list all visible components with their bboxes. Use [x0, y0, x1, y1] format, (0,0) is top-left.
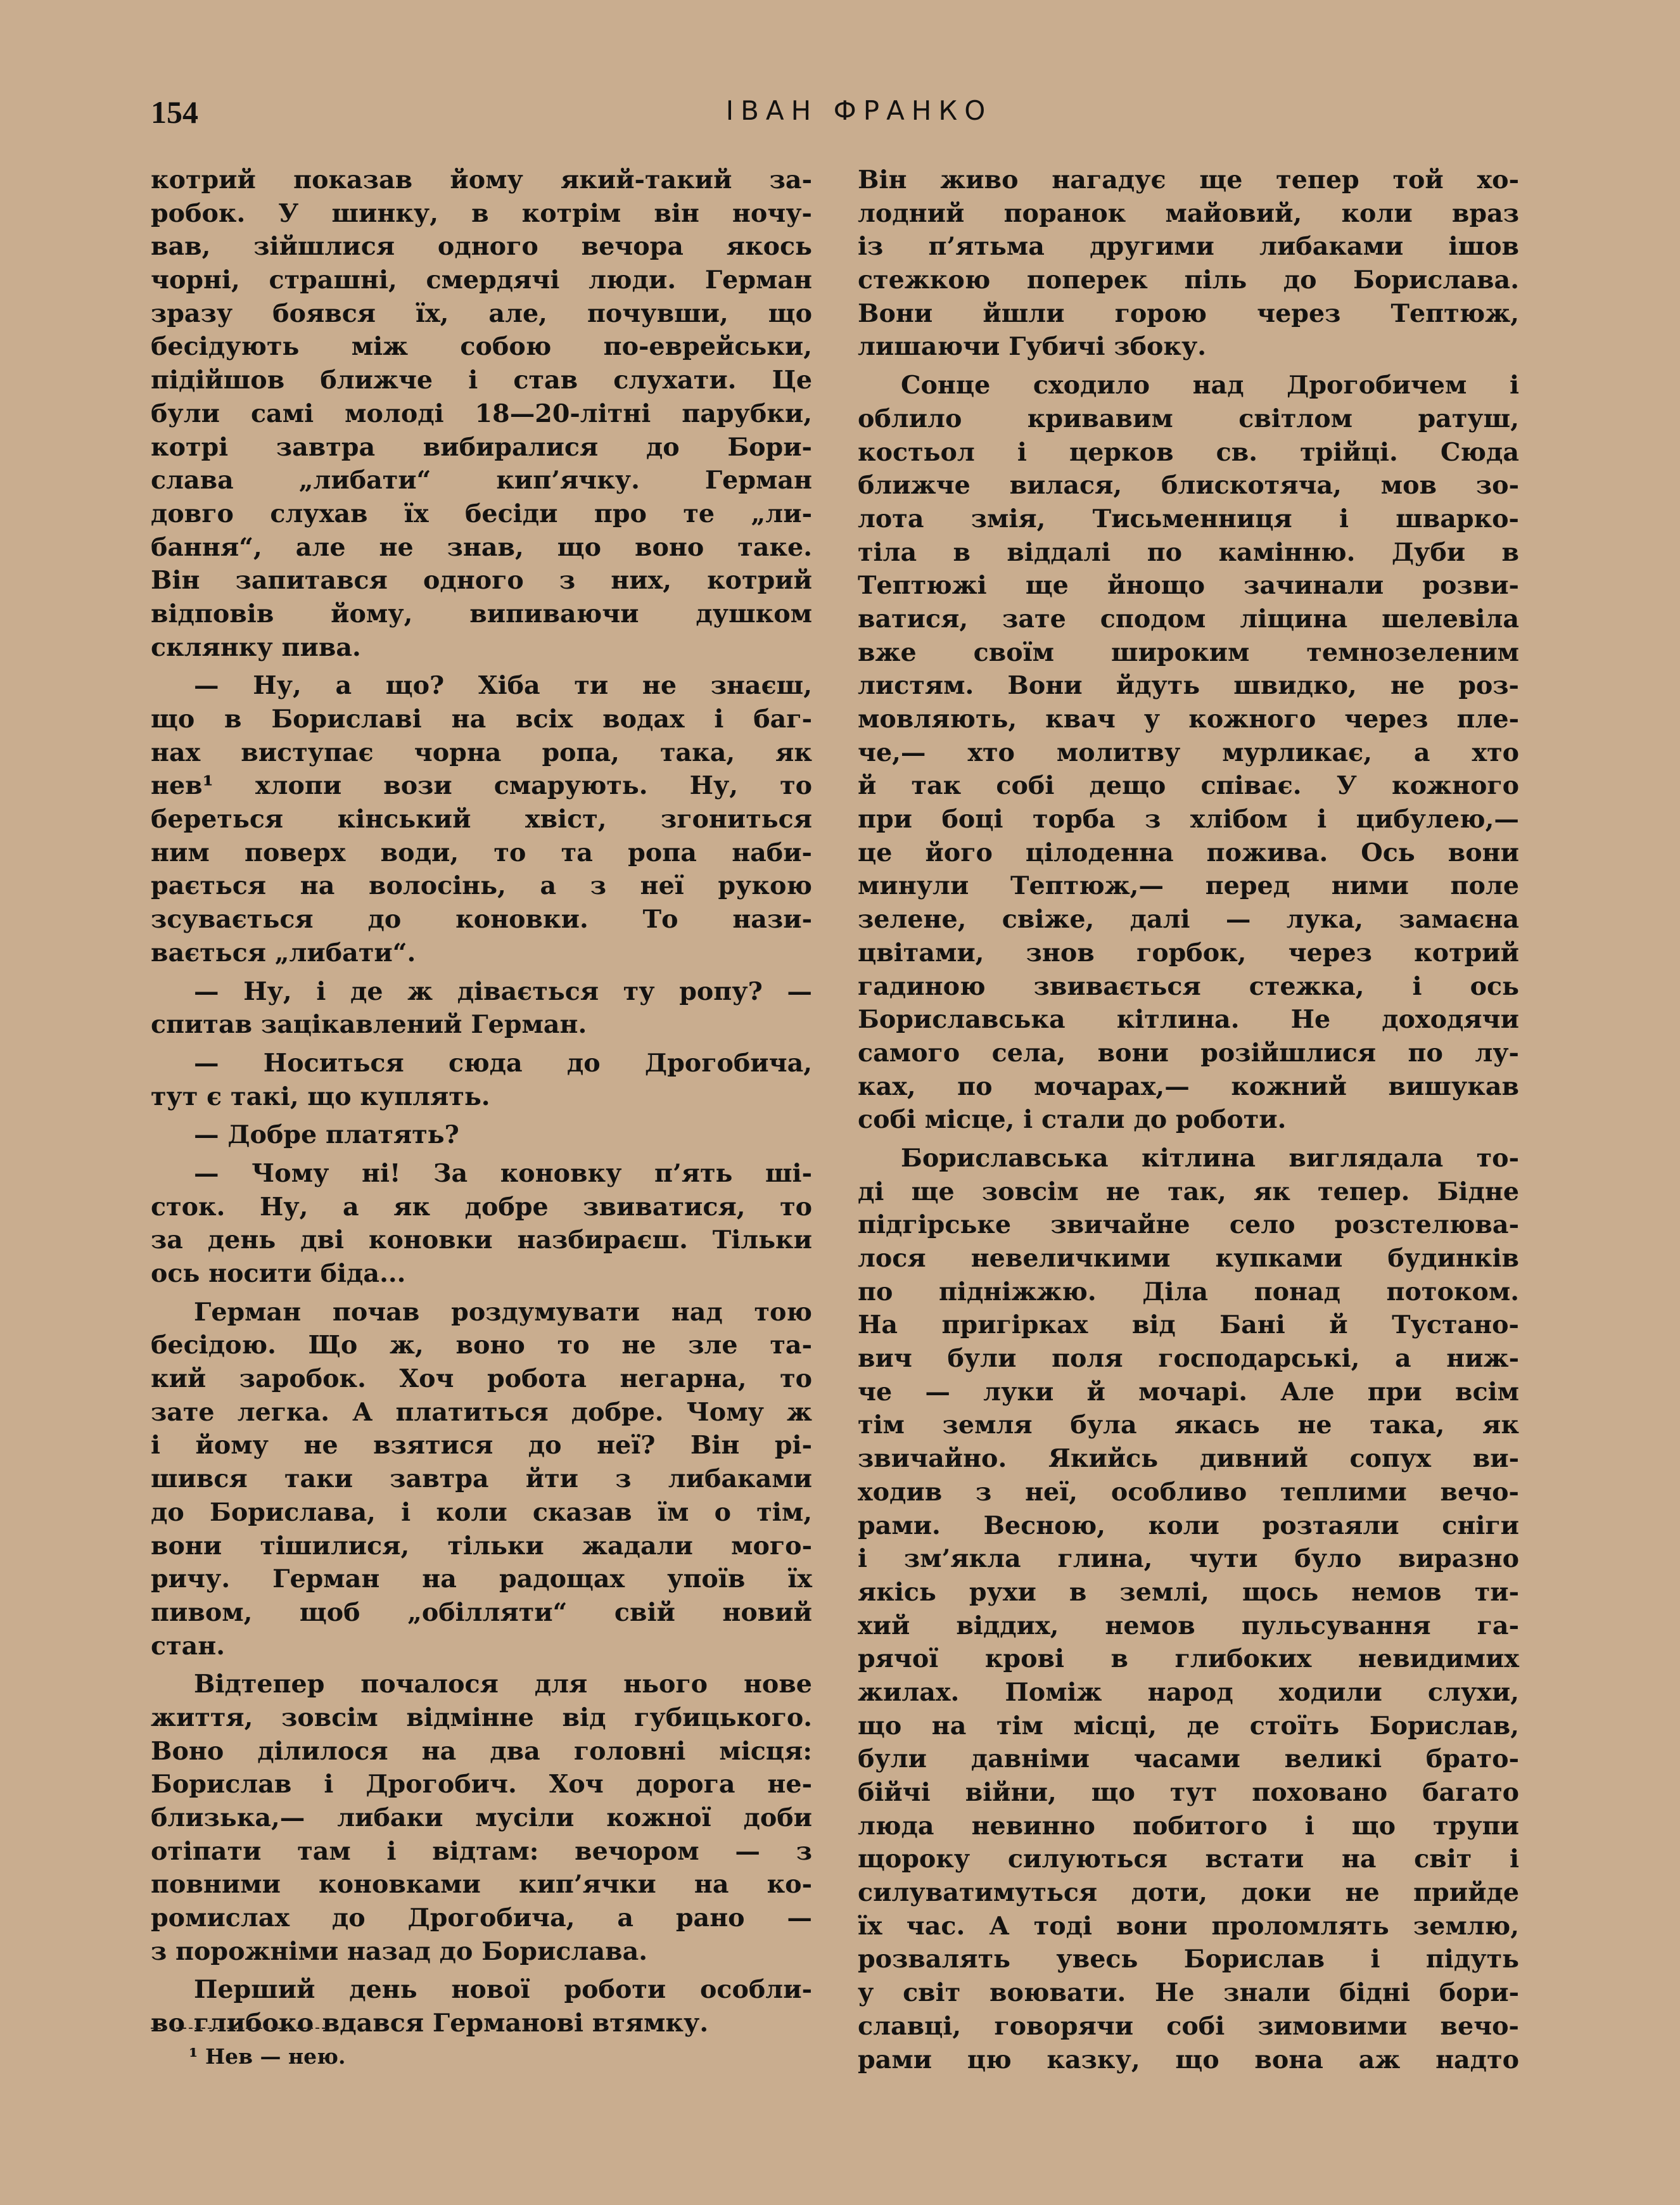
text-line: були давніми часами великі брато- — [858, 1744, 1519, 1774]
text-line: Борислав і Дрогобич. Хоч дорога не- — [151, 1770, 812, 1799]
text-line: — Ну, а що? Хіба ти не знаєш, — [194, 671, 812, 701]
text-line: зсувається до коновки. То нази- — [151, 905, 812, 935]
text-line: рами. Весною, коли розтаяли сніги — [858, 1511, 1519, 1540]
text-line: котрі завтра вибиралися до Бори- — [151, 432, 812, 462]
text-line: стан. — [151, 1631, 226, 1661]
text-line: вич були поля господарські, а ниж- — [858, 1344, 1519, 1374]
text-line: звичайно. Якийсь дивний сопух ви- — [858, 1444, 1519, 1474]
text-line: костьол і церков св. трійці. Сюда — [858, 437, 1519, 467]
text-line: Він запитався одного з них, котрий — [151, 566, 812, 596]
text-line: вається „либати“. — [151, 938, 416, 968]
text-line: що в Бориславі на всіх водах і баг- — [151, 705, 812, 734]
text-line: із п’ятьма другими либаками ішов — [858, 232, 1519, 262]
text-line: стежкою поперек піль до Борислава. — [858, 265, 1519, 295]
text-line: славці, говорячи собі зимовими вечо- — [858, 2011, 1519, 2041]
text-line: рається на волосінь, а з неї рукою — [151, 871, 812, 901]
text-line: при боці торба з хлібом і цибулею,— — [858, 805, 1519, 834]
text-line: че,— хто молитву мурликає, а хто — [858, 738, 1519, 767]
footnote-rule — [151, 2028, 326, 2029]
text-line: слава „либати“ кип’ячку. Герман — [151, 466, 812, 495]
text-line: — Добре платять? — [194, 1120, 459, 1150]
text-line: робок. У шинку, в котрім він ночу- — [151, 198, 812, 228]
text-column-left — [151, 163, 812, 2040]
text-line: Тептюжі ще йнощо зачинали розви- — [858, 571, 1519, 601]
text-line: вже своїм широким темнозеленим — [858, 637, 1519, 667]
text-line: тут є такі, що куплять. — [151, 1082, 490, 1111]
text-line: по підніжжю. Діла понад потоком. — [858, 1277, 1519, 1307]
text-line: Воно ділилося на два головні місця: — [151, 1736, 812, 1766]
text-line: Сонце сходило над Дрогобичем і — [901, 371, 1519, 400]
text-line: шився таки завтра йти з либаками — [151, 1464, 812, 1494]
text-line: минули Тептюж,— перед ними поле — [858, 871, 1519, 901]
text-line: Він живо нагадує ще тепер той хо- — [858, 165, 1519, 195]
text-line: Бориславська кітлина. Не доходячи — [858, 1005, 1519, 1035]
text-line: якісь рухи в землі, щось немов ти- — [858, 1577, 1519, 1607]
text-line: ді ще зовсім не так, як тепер. Бідне — [858, 1177, 1519, 1206]
text-column-right — [858, 163, 1519, 2076]
text-line: тім земля була якась не така, як — [858, 1410, 1519, 1440]
page-number: 154 — [151, 94, 198, 130]
text-line: самого села, вони розійшлися по лу- — [858, 1038, 1519, 1068]
text-line: Герман почав роздумувати над тою — [194, 1297, 812, 1327]
text-line: котрий показав йому який-такий за- — [151, 165, 812, 195]
text-line: листям. Вони йдуть швидко, не роз- — [858, 671, 1519, 701]
text-line: цвітами, знов горбок, через котрий — [858, 938, 1519, 968]
text-line: розвалять увесь Борислав і підуть — [858, 1945, 1519, 1974]
text-line: жилах. Поміж народ ходили слухи, — [858, 1677, 1519, 1707]
text-line: нах виступає чорна ропа, така, як — [151, 738, 812, 767]
text-line: з порожніми назад до Борислава. — [151, 1936, 648, 1966]
text-line: ближче вилася, блискотяча, мов зо- — [858, 471, 1519, 501]
text-line: ним поверх води, то та ропа наби- — [151, 838, 812, 867]
text-line: спитав зацікавлений Герман. — [151, 1010, 587, 1040]
text-line: ходив з неї, особливо теплими вечо- — [858, 1477, 1519, 1507]
text-line: лодний поранок майовий, коли враз — [858, 198, 1519, 228]
text-line: ках, по мочарах,— кожний вишукав — [858, 1071, 1519, 1101]
text-line: — Носиться сюда до Дрогобича, — [194, 1048, 812, 1078]
text-line: отіпати там і відтам: вечором — з — [151, 1836, 812, 1866]
text-line: бійчі війни, що тут поховано багато — [858, 1778, 1519, 1807]
text-line: чорні, страшні, смердячі люди. Герман — [151, 265, 812, 295]
text-line: за день дві коновки назбираєш. Тільки — [151, 1225, 812, 1255]
text-line: відповів йому, випиваючи душком — [151, 599, 812, 629]
text-line: щороку силуються встати на світ і — [858, 1844, 1519, 1874]
text-line: склянку пива. — [151, 632, 361, 662]
text-line: — Ну, і де ж дівається ту ропу? — — [194, 976, 812, 1006]
running-head: ІВАН ФРАНКО — [725, 95, 993, 126]
text-line: облило кривавим світлом ратуш, — [858, 404, 1519, 433]
text-line: життя, зовсім відмінне від губицького. — [151, 1703, 812, 1732]
text-line: близька,— либаки мусіли кожної доби — [151, 1803, 812, 1832]
text-line: ось носити біда... — [151, 1259, 406, 1288]
text-line: ричу. Герман на радощах упоїв їх — [151, 1564, 812, 1594]
text-line: до Борислава, і коли сказав їм о тім, — [151, 1497, 812, 1527]
text-line: хий віддих, немов пульсування га- — [858, 1611, 1519, 1640]
text-line: береться кінський хвіст, згониться — [151, 805, 812, 834]
text-line: рами цю казку, що вона аж надто — [858, 2045, 1519, 2074]
text-line: були самі молоді 18—20-літні парубки, — [151, 399, 812, 428]
text-line: бання“, але не знав, що воно таке. — [151, 532, 812, 562]
text-line: лишаючи Губичі збоку. — [858, 332, 1207, 362]
text-line: силуватимуться доти, доки не прийде — [858, 1878, 1519, 1908]
text-line: мовляють, квач у кожного через пле- — [858, 705, 1519, 734]
text-line: — Чому ні! За коновку п’ять ші- — [194, 1158, 812, 1188]
text-line: нев¹ хлопи вози смарують. Ну, то — [151, 771, 812, 801]
text-line: ватися, зате сподом ліщина шелевіла — [858, 604, 1519, 634]
text-line: рячої крові в глибоких невидимих — [858, 1644, 1519, 1674]
text-line: че — луки й мочарі. Але при всім — [858, 1377, 1519, 1407]
text-line: це його цілоденна пожива. Ось вони — [858, 838, 1519, 867]
text-line: во глибоко вдався Германові втямку. — [151, 2009, 709, 2038]
text-line: люда невинно побитого і що трупи — [858, 1811, 1519, 1841]
text-line: гадиною звивається стежка, і ось — [858, 971, 1519, 1001]
text-line: Бориславська кітлина виглядала то- — [901, 1143, 1519, 1173]
text-line: лося невеличкими купками будинків — [858, 1244, 1519, 1273]
text-line: Відтепер почалося для нього нове — [194, 1670, 812, 1699]
text-line: й так собі дещо співає. У кожного — [858, 771, 1519, 801]
text-line: пивом, щоб „обілляти“ свій новий — [151, 1597, 812, 1627]
text-line: тіла в віддалі по камінню. Дуби в — [858, 537, 1519, 567]
text-line: Перший день нової роботи особли- — [194, 1975, 812, 2005]
text-line: зелене, свіже, далі — лука, замаєна — [858, 905, 1519, 935]
text-line: кий заробок. Хоч робота негарна, то — [151, 1364, 812, 1394]
text-line: довго слухав їх бесіди про те „ли- — [151, 499, 812, 528]
text-line: собі місце, і стали до роботи. — [858, 1105, 1287, 1135]
text-line: підгірське звичайне село розстелюва- — [858, 1210, 1519, 1240]
text-line: лота змія, Тисьменниця і шварко- — [858, 504, 1519, 534]
text-line: зразу боявся їх, але, почувши, що — [151, 298, 812, 328]
text-line: що на тім місці, де стоїть Борислав, — [858, 1711, 1519, 1741]
text-line: підійшов ближче і став слухати. Це — [151, 366, 812, 395]
text-line: вав, зійшлися одного вечора якось — [151, 232, 812, 262]
text-line: у світ воювати. Не знали бідні бори- — [858, 1978, 1519, 2008]
footnote: ¹ Нев — нею. — [189, 2044, 346, 2069]
text-line: повними коновками кип’ячки на ко- — [151, 1870, 812, 1900]
text-line: і зм’якла глина, чути було виразно — [858, 1544, 1519, 1574]
text-line: ромислах до Дрогобича, а рано — — [151, 1903, 812, 1933]
text-line: На пригірках від Бані й Тустано- — [858, 1310, 1519, 1340]
text-line: вони тішилися, тільки жадали мого- — [151, 1531, 812, 1561]
text-line: сток. Ну, а як добре звиватися, то — [151, 1192, 812, 1222]
text-line: зате легка. А платиться добре. Чому ж — [151, 1397, 812, 1427]
text-line: Вони йшли горою через Тептюж, — [858, 298, 1519, 328]
text-line: і йому не взятися до неї? Він рі- — [151, 1431, 812, 1460]
text-line: їх час. А тоді вони проломлять землю, — [858, 1911, 1519, 1941]
text-line: бесідують між собою по-еврейськи, — [151, 332, 812, 362]
text-line: бесідою. Що ж, воно то не зле та- — [151, 1331, 812, 1360]
